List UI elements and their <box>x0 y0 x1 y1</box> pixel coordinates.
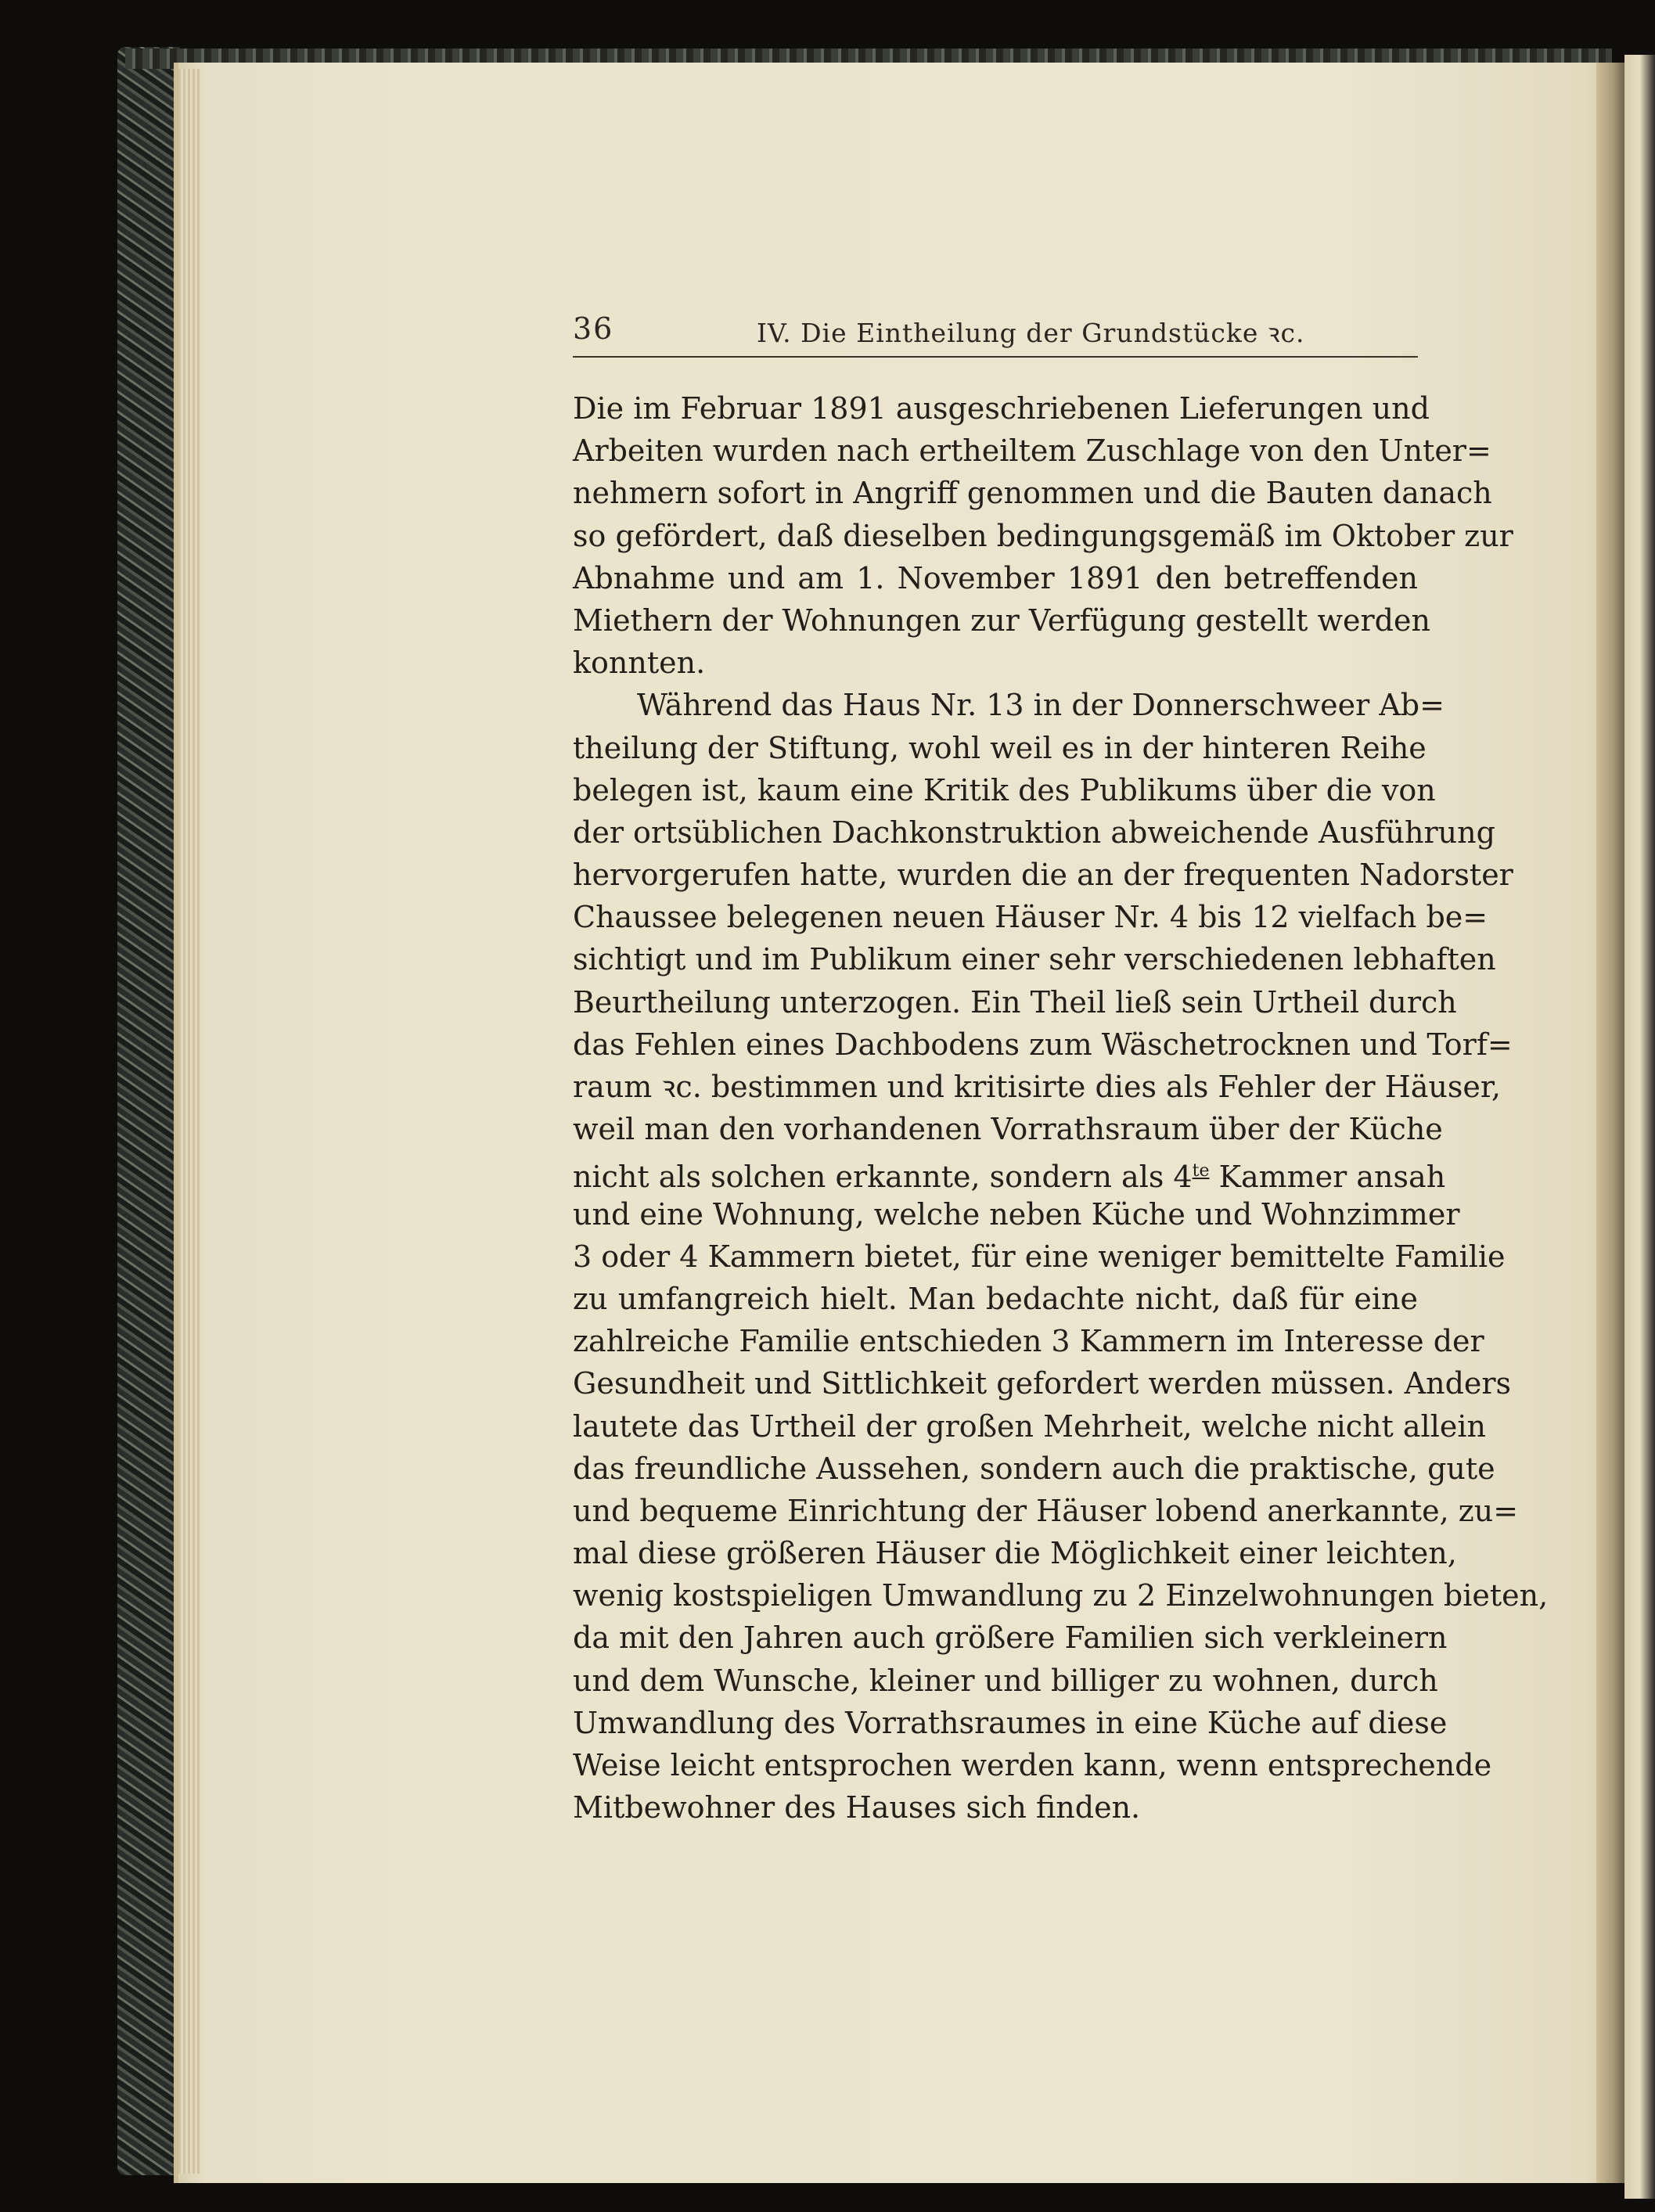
text-line-ordinal <box>573 1150 1446 1195</box>
text-line: mal diese größeren Häuser die Möglichkeit einer leichten, <box>573 1536 1457 1571</box>
text-line: das freundliche Aussehen, sondern auch die praktische, gute <box>573 1451 1495 1486</box>
text-line: Miethern der Wohnungen zur Verfügung gestellt werden <box>573 602 1430 638</box>
text-line: Arbeiten wurden nach ertheiltem Zuschlage von den Unter= <box>573 433 1491 469</box>
text-line: der ortsüblichen Dachkonstruktion abweichende Ausführung <box>573 815 1495 850</box>
header-rule <box>573 356 1418 358</box>
text-line: sichtigt und im Publikum einer sehr verschiedenen lebhaften <box>573 942 1496 977</box>
body-text <box>573 387 1549 1829</box>
text-line: und eine Wohnung, welche neben Küche und Wohnzimmer <box>573 1196 1460 1232</box>
text-line: und dem Wunsche, kleiner und billiger zu wohnen, durch <box>573 1663 1438 1698</box>
text-line: da mit den Jahren auch größere Familien sich verkleinern <box>573 1620 1448 1656</box>
text-line: theilung der Stiftung, wohl weil es in der hinteren Reihe <box>573 730 1427 765</box>
text-line: belegen ist, kaum eine Kritik des Publikums über die von <box>573 772 1436 807</box>
text-line: und bequeme Einrichtung der Häuser lobend anerkannte, zu= <box>573 1493 1519 1528</box>
text-line: Weise leicht entsprochen werden kann, wenn entsprechende <box>573 1748 1492 1782</box>
ordinal-text-before: nicht als solchen erkannte, sondern als 4 <box>573 1160 1193 1195</box>
text-line: zu umfangreich hielt. Man bedachte nicht, daß für eine <box>573 1281 1418 1316</box>
text-line: wenig kostspieligen Umwandlung zu 2 Einzelwohnungen bieten, <box>573 1578 1549 1613</box>
text-line: konnten. <box>573 646 706 681</box>
ordinal-superscript: te <box>1192 1161 1210 1182</box>
text-line: Umwandlung des Vorrathsraumes in eine Küche auf diese <box>573 1705 1448 1740</box>
text-line: Während das Haus Nr. 13 in der Donnerschweer Ab= <box>637 688 1445 723</box>
text-line: weil man den vorhandenen Vorrathsraum über der Küche <box>573 1112 1443 1147</box>
running-head <box>573 311 1418 354</box>
text-line: Abnahme und am 1. November 1891 den betreffenden <box>573 560 1418 595</box>
text-line: Beurtheilung unterzogen. Ein Theil ließ sein Urtheil durch <box>573 984 1457 1020</box>
text-line: 3 oder 4 Kammern bietet, für eine weniger bemittelte Familie <box>573 1239 1506 1274</box>
text-line: raum ꝛc. bestimmen und kritisirte dies als Fehler der Häuser, <box>573 1070 1501 1104</box>
text-line: zahlreiche Familie entschieden 3 Kammern im Interesse der <box>573 1324 1484 1359</box>
text-line: Gesundheit und Sittlichkeit gefordert werden müssen. Anders <box>573 1366 1512 1401</box>
page-stack-edge <box>178 69 200 2174</box>
text-line: Die im Februar 1891 ausgeschriebenen Lieferungen und <box>573 391 1430 426</box>
page-number: 36 <box>573 311 614 346</box>
text-line: lautete das Urtheil der großen Mehrheit, welche nicht allein <box>573 1408 1486 1444</box>
facing-page-edge <box>1624 55 1655 2199</box>
text-line: hervorgerufen hatte, wurden die an der frequenten Nadorster <box>573 858 1513 893</box>
text-line: Chaussee belegenen neuen Häuser Nr. 4 bis 12 vielfach be= <box>573 900 1488 935</box>
ordinal-text-after: Kammer ansah <box>1209 1160 1446 1195</box>
text-line: so gefördert, daß dieselben bedingungsgemäß im Oktober zur <box>573 518 1513 553</box>
text-line: das Fehlen eines Dachbodens zum Wäschetrocknen und Torf= <box>573 1027 1513 1062</box>
marbled-cover <box>117 47 180 2175</box>
page-gutter <box>1596 63 1624 2183</box>
text-line: nehmern sofort in Angriff genommen und die Bauten danach <box>573 476 1492 511</box>
running-head-title: IV. Die Eintheilung der Grundstücke ꝛc. <box>757 318 1305 348</box>
text-line: Mitbewohner des Hauses sich finden. <box>573 1790 1141 1825</box>
